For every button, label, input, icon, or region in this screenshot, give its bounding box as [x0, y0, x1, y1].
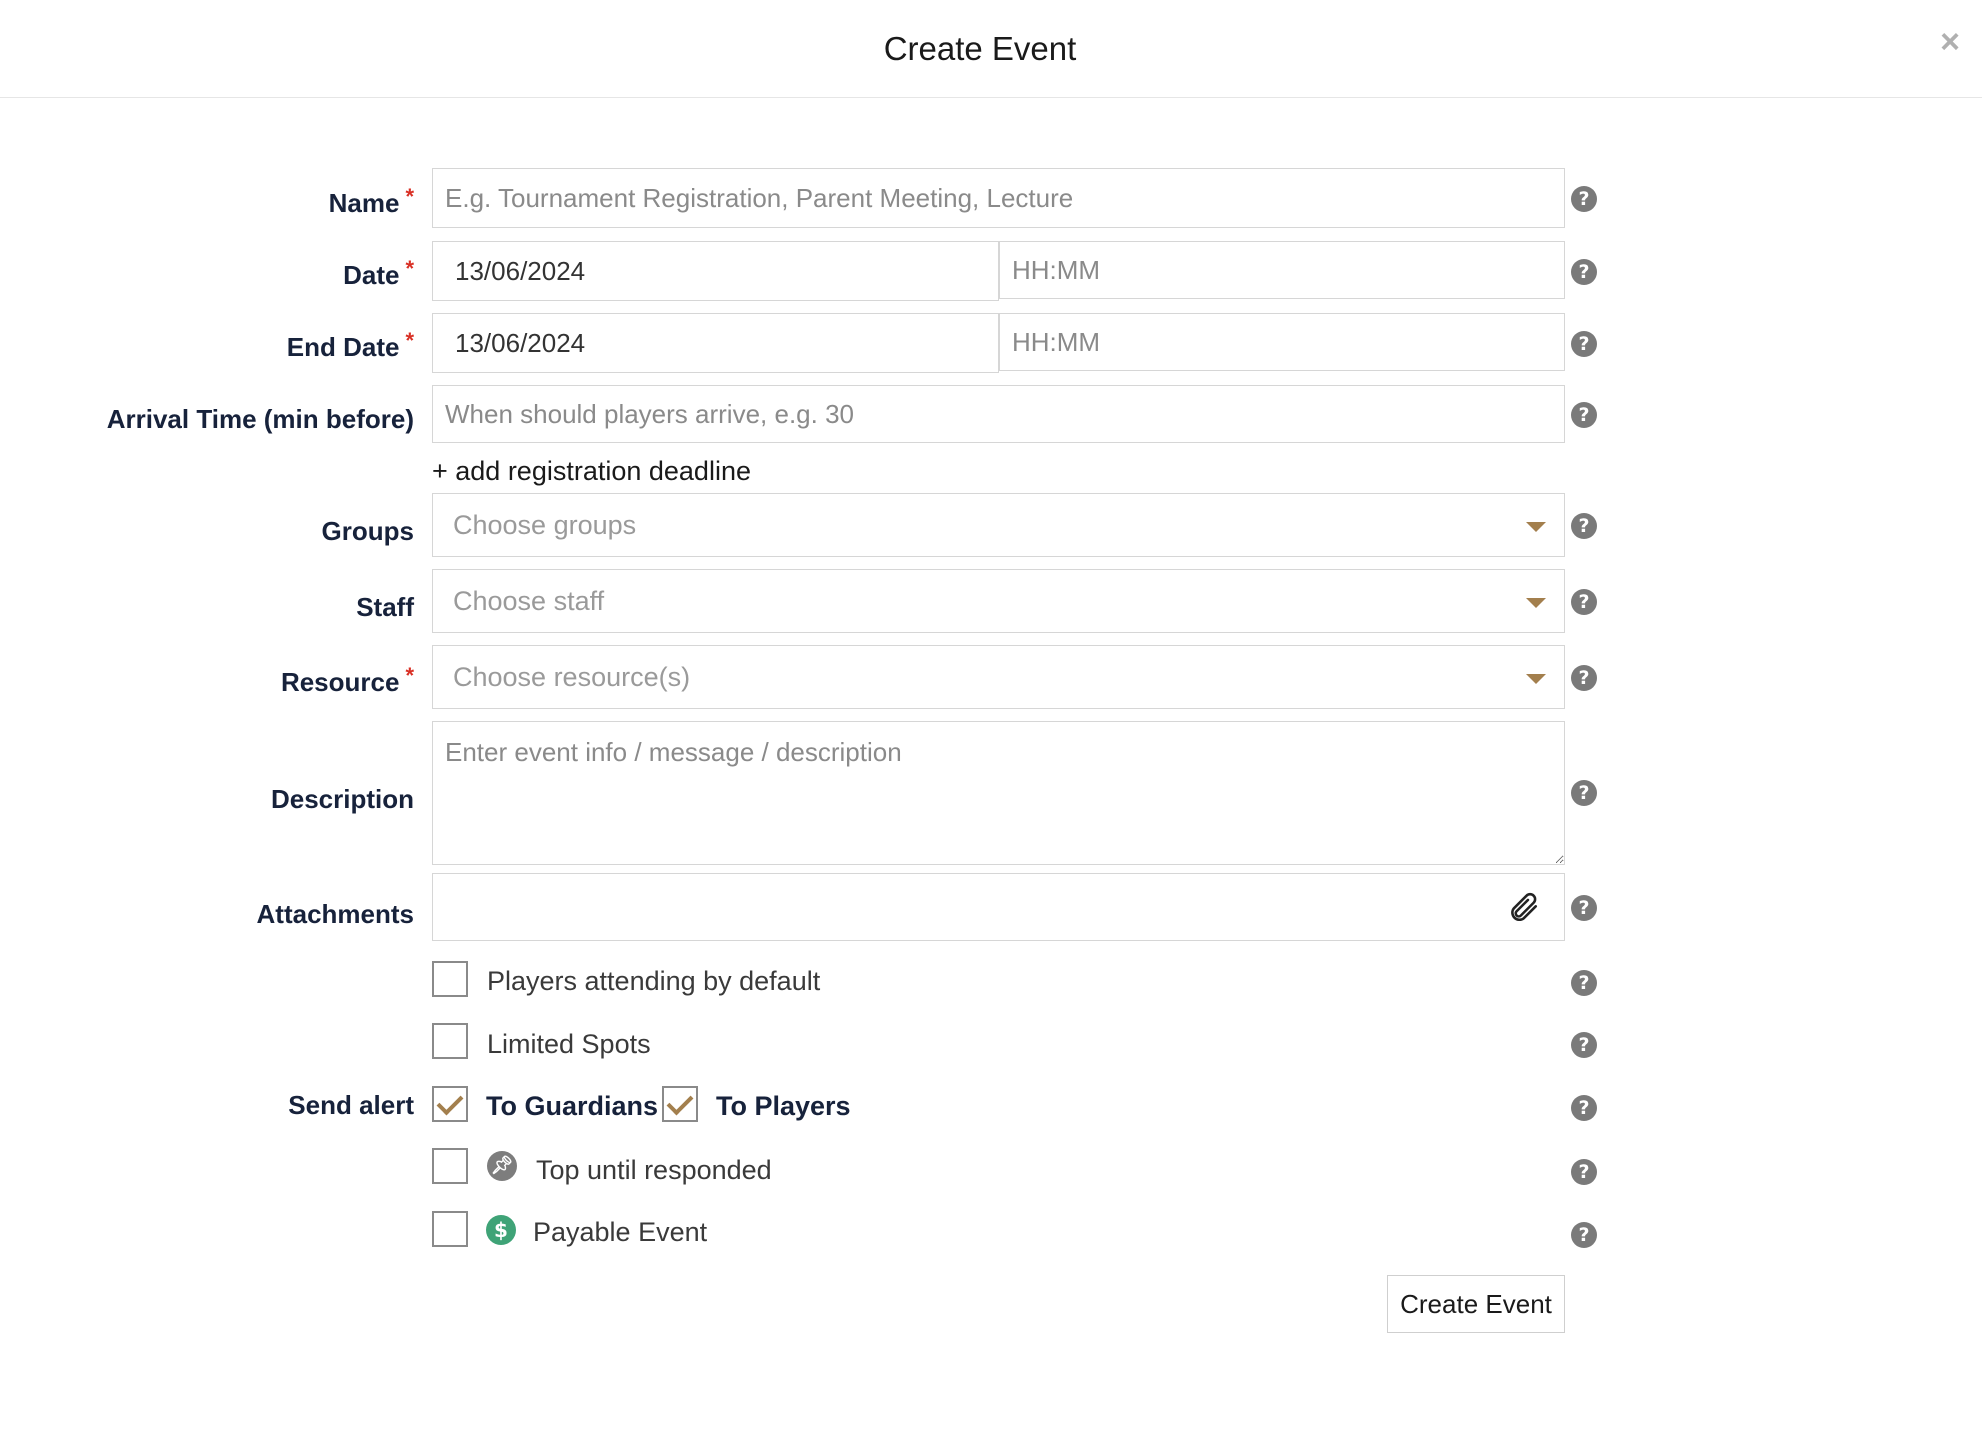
name-help-icon[interactable]: ?	[1571, 186, 1597, 212]
groups-help-icon[interactable]: ?	[1571, 513, 1597, 539]
description-help-icon[interactable]: ?	[1571, 780, 1597, 806]
resource-help-icon[interactable]: ?	[1571, 665, 1597, 691]
date-help-icon[interactable]: ?	[1571, 259, 1597, 285]
staff-select[interactable]	[432, 569, 1565, 633]
dollar-circle-icon: $	[486, 1215, 516, 1245]
date-time-input[interactable]	[999, 241, 1565, 299]
end-date-label: End Date *	[286, 328, 414, 362]
limited-spots-help-icon[interactable]: ?	[1571, 1032, 1597, 1058]
required-marker: *	[405, 328, 414, 353]
send-alert-label: Send alert	[288, 1090, 414, 1120]
resource-label: Resource *	[280, 663, 414, 697]
groups-placeholder: Choose groups	[453, 510, 637, 540]
description-textarea[interactable]	[432, 721, 1565, 865]
limited-spots-checkbox[interactable]	[432, 1023, 468, 1059]
limited-spots-label[interactable]: Limited Spots	[487, 1029, 651, 1059]
resource-select[interactable]	[432, 645, 1565, 709]
payable-event-help-icon[interactable]: ?	[1571, 1222, 1597, 1248]
required-marker: *	[405, 184, 414, 209]
top-until-responded-label[interactable]: Top until responded	[536, 1155, 772, 1185]
description-label: Description	[270, 784, 414, 814]
arrival-time-help-icon[interactable]: ?	[1571, 402, 1597, 428]
attachments-label: Attachments	[256, 899, 414, 929]
caret-down-icon	[1526, 598, 1546, 608]
groups-label: Groups	[321, 516, 414, 546]
to-players-checkbox[interactable]	[662, 1086, 698, 1122]
paperclip-icon[interactable]	[1506, 890, 1540, 924]
arrival-time-input[interactable]	[432, 385, 1565, 443]
required-marker: *	[405, 256, 414, 281]
attachments-field[interactable]	[432, 873, 1565, 941]
top-until-responded-checkbox[interactable]	[432, 1148, 468, 1184]
players-attending-help-icon[interactable]: ?	[1571, 970, 1597, 996]
top-until-responded-help-icon[interactable]: ?	[1571, 1159, 1597, 1185]
players-attending-checkbox[interactable]	[432, 961, 468, 997]
resource-placeholder: Choose resource(s)	[453, 662, 691, 692]
end-date-help-icon[interactable]: ?	[1571, 331, 1597, 357]
to-guardians-checkbox[interactable]	[432, 1086, 468, 1122]
staff-help-icon[interactable]: ?	[1571, 589, 1597, 615]
date-label: Date *	[343, 256, 414, 290]
staff-label: Staff	[356, 592, 414, 622]
end-date-input[interactable]	[432, 313, 999, 373]
payable-event-label[interactable]: Payable Event	[533, 1217, 708, 1247]
name-input[interactable]	[432, 168, 1565, 228]
name-label: Name *	[328, 184, 414, 218]
caret-down-icon	[1526, 522, 1546, 532]
staff-placeholder: Choose staff	[453, 586, 605, 616]
attachments-help-icon[interactable]: ?	[1571, 895, 1597, 921]
modal-title: Create Event	[883, 30, 1077, 67]
to-players-label[interactable]: To Players	[716, 1091, 851, 1121]
arrival-time-label: Arrival Time (min before)	[106, 404, 414, 434]
caret-down-icon	[1526, 674, 1546, 684]
create-event-button[interactable]: Create Event	[1387, 1275, 1565, 1333]
date-input[interactable]	[432, 241, 999, 301]
close-icon[interactable]: ×	[1940, 23, 1960, 61]
to-guardians-label[interactable]: To Guardians	[486, 1091, 659, 1121]
send-alert-help-icon[interactable]: ?	[1571, 1095, 1597, 1121]
groups-select[interactable]	[432, 493, 1565, 557]
pin-icon: 📌︎	[487, 1151, 517, 1181]
modal-header	[0, 0, 1982, 98]
end-date-time-input[interactable]	[999, 313, 1565, 371]
payable-event-checkbox[interactable]	[432, 1211, 468, 1247]
add-registration-deadline-link[interactable]: + add registration deadline	[432, 456, 751, 486]
players-attending-label[interactable]: Players attending by default	[487, 966, 821, 996]
required-marker: *	[405, 663, 414, 688]
